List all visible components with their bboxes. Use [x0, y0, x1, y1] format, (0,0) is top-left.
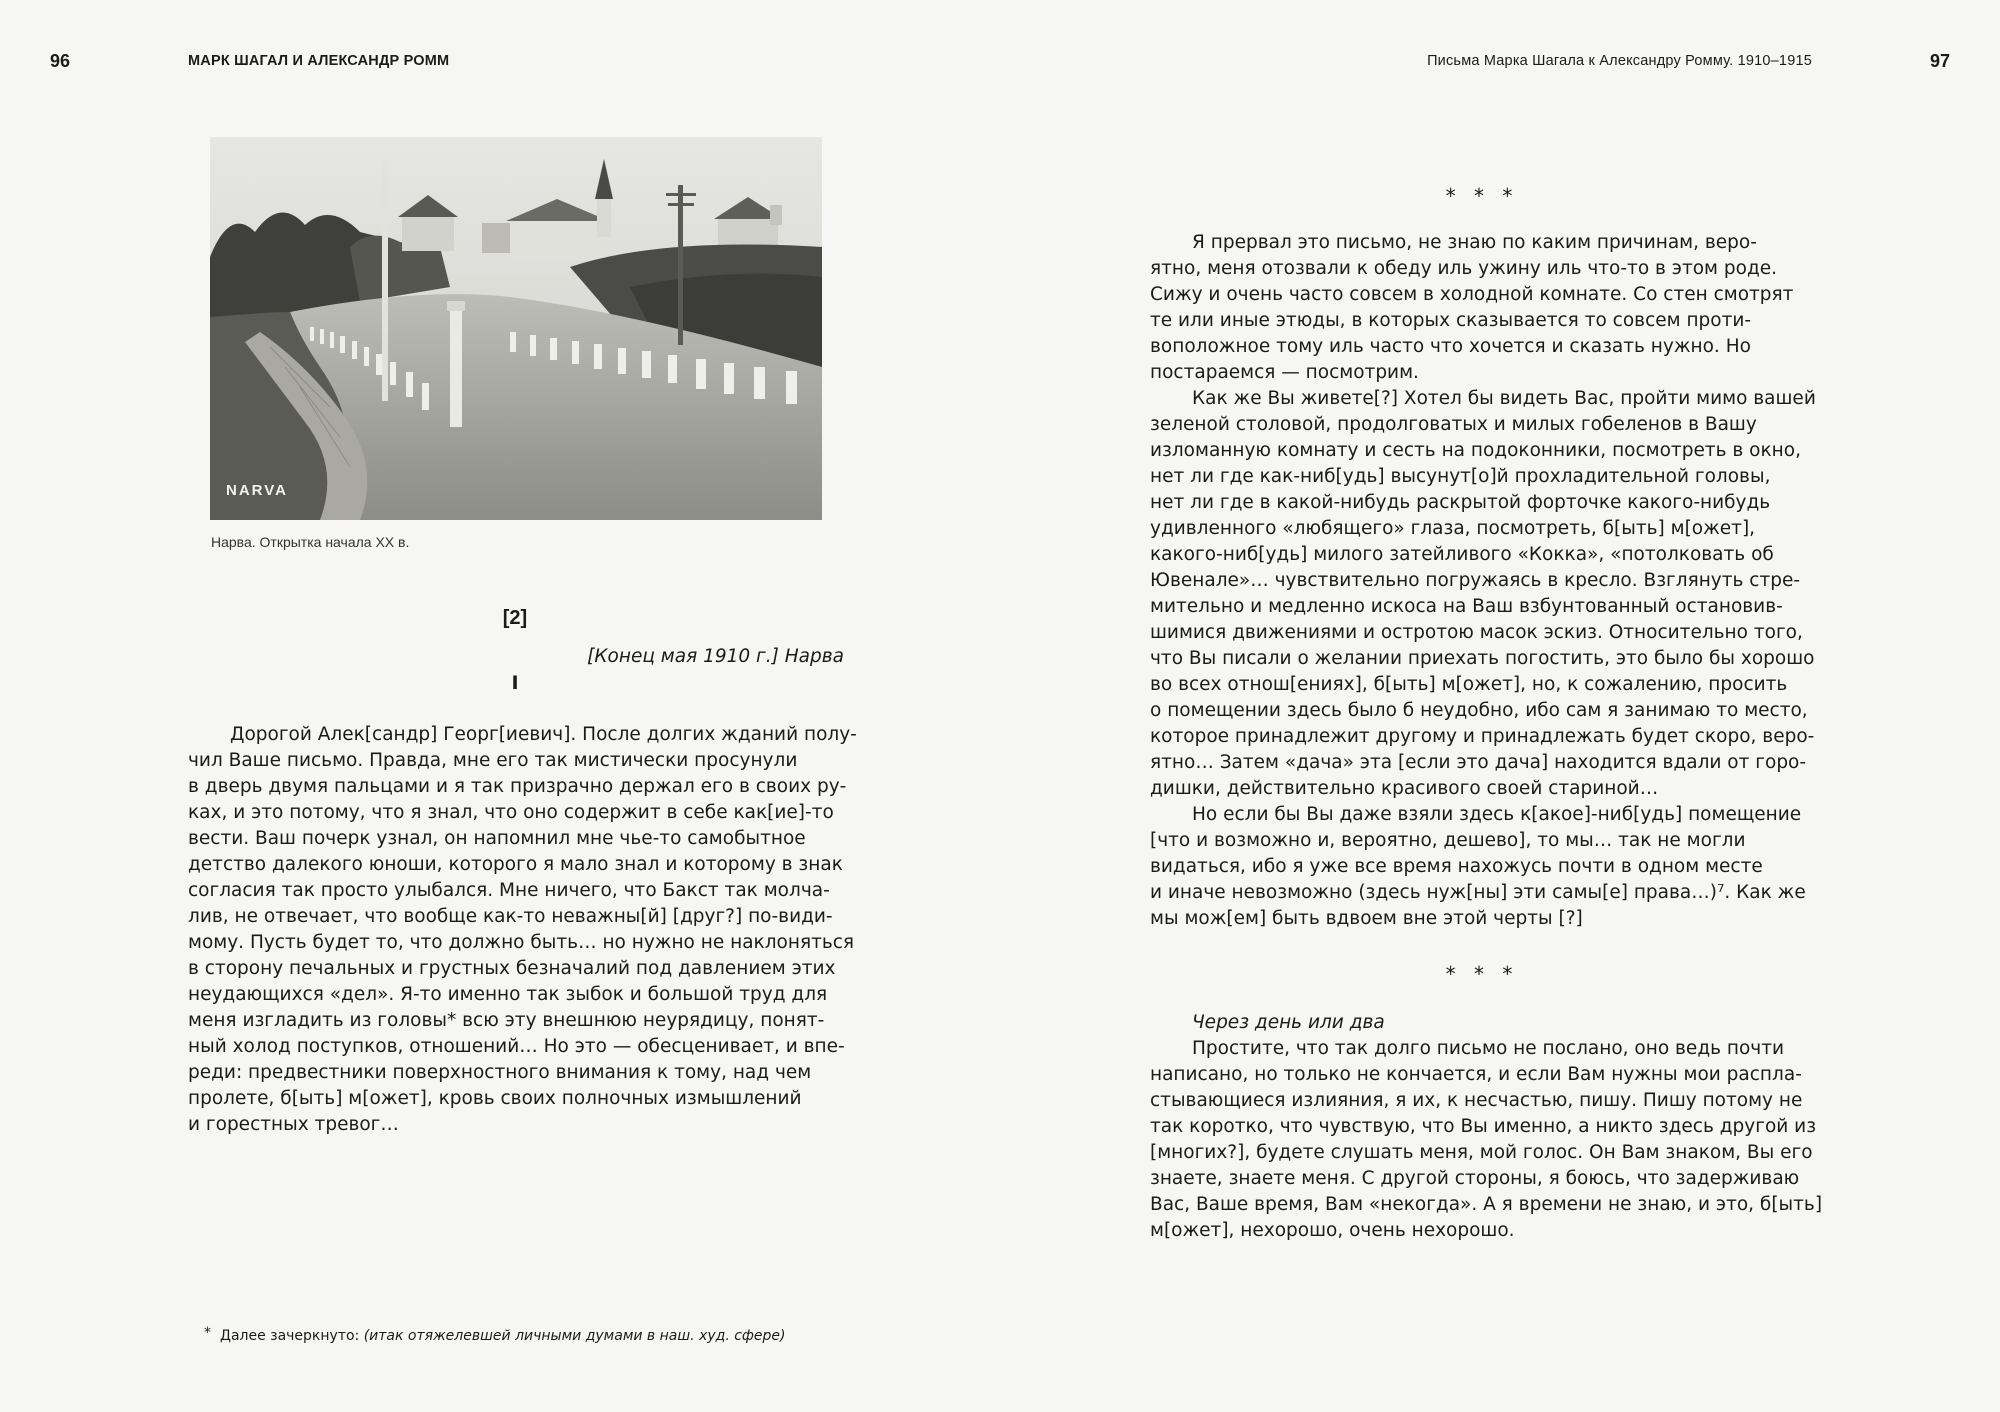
page-number: 97	[1929, 51, 1950, 71]
text-line: лив, не отвечает, что вообще как-то неважны[й] [друг?] по-види-	[188, 906, 833, 927]
footnote-prefix: Далее зачеркнуто:	[220, 1328, 364, 1344]
text-line: реди: предвестники поверхностного внимания к тому, над чем	[188, 1062, 812, 1083]
running-title: Письма Марка Шагала к Александру Ромму. 1910–1915	[1427, 53, 1812, 69]
text-line: дишки, действительно красивого своей стариной…	[1150, 778, 1659, 799]
text-line: зеленой столовой, продолговатых и милых гобеленов в Вашу	[1150, 414, 1757, 435]
text-line: [многих?], будете слушать меня, мой голос. Он Вам знаком, Вы его	[1150, 1142, 1813, 1163]
text-line: м[ожет], нехорошо, очень нехорошо.	[1150, 1220, 1515, 1241]
photo-caption: Нарва. Открытка начала XX в.	[211, 534, 410, 550]
text-line: во всех отнош[ениях], б[ыть] м[ожет], но, к сожалению, просить	[1150, 674, 1788, 695]
text-line: мы мож[ем] быть вдвоем вне этой черты [?]	[1150, 908, 1583, 929]
text-line: шимися движениями и остротою масок эскиз. Относительно того,	[1150, 622, 1803, 643]
text-line: воположное тому иль часто что хочется и сказать нужно. Но	[1150, 336, 1751, 357]
text-line: Дорогой Алек[сандр] Георг[иевич]. После долгих жданий полу-	[230, 724, 857, 745]
letter-number: [2]	[502, 607, 528, 629]
running-title: МАРК ШАГАЛ И АЛЕКСАНДР РОММ	[188, 53, 450, 69]
text-line: о помещении здесь было б неудобно, ибо сам я занимаю то место,	[1150, 700, 1808, 721]
letter-body-left	[188, 722, 857, 1138]
text-line: Вас, Ваше время, Вам «некогда». А я времени не знаю, и это, б[ыть]	[1150, 1194, 1823, 1215]
text-line: и горестных тревог…	[188, 1114, 399, 1135]
footnote-mark: *	[204, 1325, 211, 1341]
text-line: написано, но только не кончается, и если Вам нужны мои распла-	[1150, 1064, 1802, 1085]
photo-overlay-label: NARVA	[226, 482, 288, 499]
page-number: 96	[50, 51, 71, 71]
text-line: изломанную комнату и сесть на подоконники, посмотреть в окно,	[1150, 440, 1801, 461]
text-line: ный холод поступков, отношений… Но это — обесценивает, и впе-	[188, 1036, 845, 1057]
text-line: Но если бы Вы даже взяли здесь к[акое]-ниб[удь] помещение	[1192, 804, 1802, 825]
text-line: ятно… Затем «дача» эта [если это дача] находится вдали от горо-	[1150, 752, 1807, 773]
footnote	[204, 1325, 786, 1344]
text-line: мому. Пусть будет то, что должно быть… но нужно не наклоняться	[188, 932, 855, 953]
text-line: видаться, ибо я уже все время нахожусь почти в одном месте	[1150, 856, 1763, 877]
text-line: постараемся — посмотрим.	[1150, 362, 1419, 383]
text-line: и иначе невозможно (здесь нуж[ны] эти самы[е] права…)⁷. Как же	[1150, 882, 1806, 903]
right-page	[1000, 0, 2000, 1412]
text-line: которое принадлежит другому и принадлежать будет скоро, веро-	[1150, 726, 1815, 747]
text-line: [что и возможно и, вероятно, дешево], то мы… так не могли	[1150, 830, 1746, 851]
text-line: знаете, знаете меня. С другой стороны, я боюсь, что задерживаю	[1150, 1168, 1800, 1189]
text-line: согласия так просто улыбался. Мне ничего, что Бакст так молча-	[188, 880, 830, 901]
letter-body-right-2	[1150, 1010, 1830, 1244]
text-line: ятно, меня отозвали к обеду иль ужину иль что-то в этом роде.	[1150, 258, 1778, 279]
section-number: I	[511, 672, 519, 694]
text-line: Как же Вы живете[?] Хотел бы видеть Вас, пройти мимо вашей	[1192, 388, 1816, 409]
text-line: чил Ваше письмо. Правда, мне его так мистически просунули	[188, 750, 798, 771]
text-line: в сторону печальных и грустных безначалий под давлением этих	[188, 958, 836, 979]
text-line: Я прервал это письмо, не знаю по каким причинам, веро-	[1192, 232, 1757, 253]
text-line: нет ли где как-ниб[удь] высунут[о]й прохладительной головы,	[1150, 466, 1771, 487]
text-line: те или иные этюды, в которых сказывается то совсем проти-	[1150, 310, 1752, 331]
text-line: в дверь двумя пальцами и я так призрачно держал его в своих ру-	[188, 776, 847, 797]
text-line: Простите, что так долго письмо не послано, оно ведь почти	[1192, 1038, 1785, 1059]
text-line: что Вы писали о желании приехать погостить, это было бы хорошо	[1150, 648, 1815, 669]
letter-date-place: [Конец мая 1910 г.] Нарва	[587, 646, 844, 667]
footnote-italic: (итак отяжелевшей личными думами в наш. худ. сфере)	[363, 1328, 786, 1344]
text-line: удивленного «любящего» глаза, посмотреть, б[ыть] м[ожет],	[1150, 518, 1756, 539]
section-divider-stars: * * *	[1445, 962, 1519, 986]
text-line: стывающиеся излияния, я их, к несчастью, пишу. Пишу потому не	[1150, 1090, 1803, 1111]
text-line: нет ли где в какой-нибудь раскрытой форточке какого-нибудь	[1150, 492, 1771, 513]
text-line: так коротко, что чувствую, что Вы именно, а никто здесь другой из	[1150, 1116, 1817, 1137]
letter-body-right-1	[1150, 230, 1830, 932]
text-line: меня изгладить из головы* всю эту внешнюю неурядицу, понят-	[188, 1010, 825, 1031]
section-divider-stars: * * *	[1445, 184, 1519, 208]
text-line: ках, и это потому, что я знал, что оно содержит в себе как[ие]-то	[188, 802, 834, 823]
narva-postcard-photo	[210, 137, 822, 520]
text-line: мительно и медленно искоса на Ваш взбунтованный остановив-	[1150, 596, 1783, 617]
text-line: пролете, б[ыть] м[ожет], кровь своих полночных измышлений	[188, 1088, 802, 1109]
text-line: детство далекого юноши, которого я мало знал и которому в знак	[188, 854, 843, 875]
subheading: Через день или два	[1192, 1012, 1385, 1033]
text-line: какого-ниб[удь] милого затейливого «Кокка», «потолковать об	[1150, 544, 1774, 565]
text-line: Сижу и очень часто совсем в холодной комнате. Со стен смотрят	[1150, 284, 1794, 305]
text-line: неудающихся «дел». Я-то именно так зыбок и большой труд для	[188, 984, 828, 1005]
text-line: Ювенале»… чувствительно погружаясь в кресло. Взглянуть стре-	[1150, 570, 1801, 591]
text-line: вести. Ваш почерк узнал, он напомнил мне чье-то самобытное	[188, 828, 806, 849]
